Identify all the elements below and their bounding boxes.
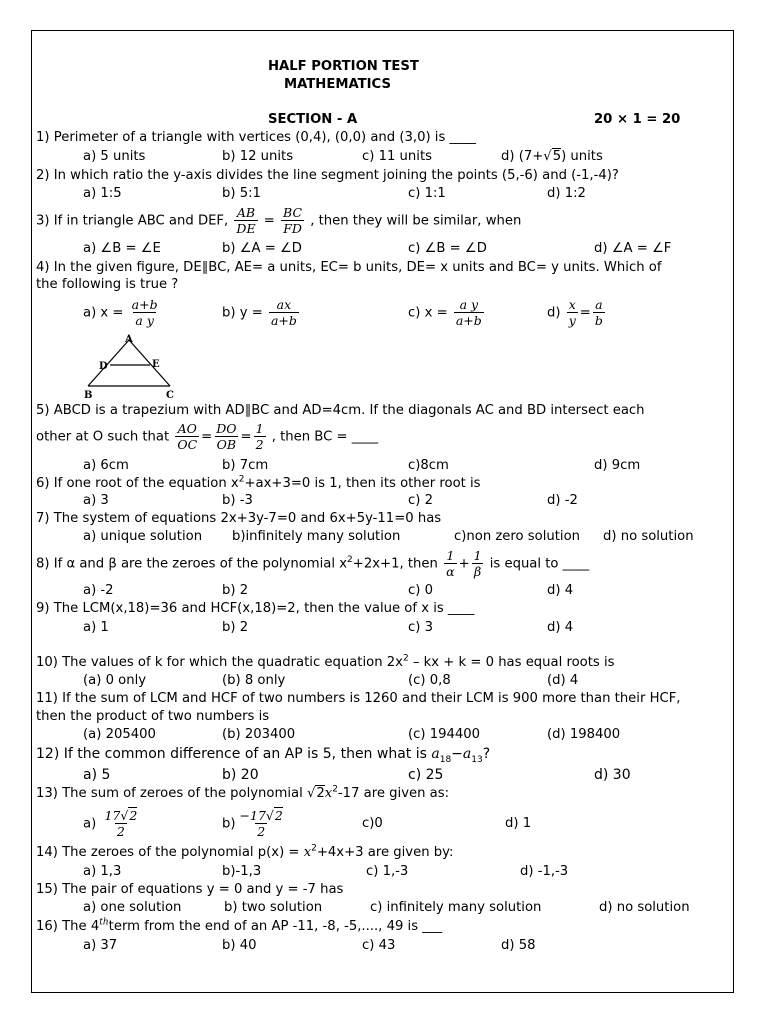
q4-option-d: d) $\frac{x}{y}$ = $\frac{a}{b}$ [547, 297, 603, 328]
q9-option-c: c) 3 [408, 620, 433, 635]
q7-option-b: b)infinitely many solution [232, 529, 401, 544]
question-11-line-2: then the product of two numbers is [36, 709, 270, 724]
q2-option-d: d) 1:2 [547, 186, 586, 201]
q5-option-c: c)8cm [408, 458, 449, 473]
side-ac [129, 340, 170, 386]
q14-option-c: c) 1,-3 [366, 864, 409, 879]
q5-option-b: b) 7cm [222, 458, 269, 473]
q9-option-a: a) 1 [83, 620, 109, 635]
q13-option-d: d) 1 [505, 816, 532, 831]
question-5-line-2: other at O such that $\frac{AO}{OC}$ = $\frac{DO}{OB}$ = $\frac{1}{2}$ , then BC = ____ [36, 421, 379, 452]
q8-option-d: d) 4 [547, 583, 574, 598]
triangle-figure [82, 330, 182, 400]
q10-option-d: (d) 4 [547, 673, 579, 688]
q12-option-a: a) 5 [83, 767, 111, 783]
q5-option-d: d) 9cm [594, 458, 641, 473]
q11-option-d: (d) 198400 [547, 727, 621, 742]
question-12: 12) If the common difference of an AP is 5, then what is $a_{18}-a_{13}$? [36, 746, 491, 765]
question-9: 9) The LCM(x,18)=36 and HCF(x,18)=2, then the value of x is ____ [36, 601, 475, 616]
q7-option-d: d) no solution [603, 529, 694, 544]
question-7: 7) The system of equations 2x+3y-7=0 and 6x+5y-11=0 has [36, 511, 442, 526]
q2-option-a: a) 1:5 [83, 186, 122, 201]
q9-option-b: b) 2 [222, 620, 249, 635]
q1-option-c: c) 11 units [362, 149, 432, 164]
q7-option-c: c)non zero solution [454, 529, 581, 544]
q12-option-d: d) 30 [594, 767, 631, 783]
q14-option-b: b)-1,3 [222, 864, 262, 879]
question-5-line-1: 5) ABCD is a trapezium with AD∥BC and AD=4cm. If the diagonals AC and BD intersect each [36, 403, 645, 418]
test-title: HALF PORTION TEST [268, 59, 419, 74]
q9-option-d: d) 4 [547, 620, 574, 635]
question-13: 13) The sum of zeroes of the polynomial $√2x^2-17$ are given as: [36, 784, 450, 801]
q6-option-d: d) -2 [547, 493, 578, 508]
question-15: 15) The pair of equations y = 0 and y = -7 has [36, 882, 344, 897]
q6-option-b: b) -3 [222, 493, 253, 508]
q8-option-a: a) -2 [83, 583, 114, 598]
question-4-line-2: the following is true ? [36, 277, 179, 292]
q6-option-a: a) 3 [83, 493, 109, 508]
marks-scheme: 20 × 1 = 20 [594, 112, 681, 127]
q16-option-a: a) 37 [83, 938, 118, 953]
q4-option-c: c) x = $\frac{\text{a y}}{a+b}$ [408, 297, 482, 328]
q3-option-b: b) ∠A = ∠D [222, 241, 302, 256]
question-4-line-1: 4) In the given figure, DE∥BC, AE= a units, EC= b units, DE= x units and BC= y units. Which of [36, 260, 662, 275]
question-6: 6) If one root of the equation $x^2+ax+3=0$ is 1, then its other root is [36, 474, 481, 491]
q16-option-b: b) 40 [222, 938, 257, 953]
q16-option-d: d) 58 [501, 938, 536, 953]
q2-option-b: b) 5:1 [222, 186, 261, 201]
q15-option-b: b) two solution [224, 900, 323, 915]
q10-option-c: (c) 0,8 [408, 673, 451, 688]
q12-option-c: c) 25 [408, 767, 444, 783]
q15-option-a: a) one solution [83, 900, 182, 915]
q3-option-c: c) ∠B = ∠D [408, 241, 487, 256]
q2-option-c: c) 1:1 [408, 186, 446, 201]
q4-option-a: a) x = $\frac{a+b}{\text{a y}}$ [83, 297, 158, 328]
q5-option-a: a) 6cm [83, 458, 129, 473]
question-10: 10) The values of k for which the quadratic equation $2x^2$ – kx + k = 0 has equal roots is [36, 653, 615, 670]
label-c: C [166, 390, 174, 400]
q14-option-d: d) -1,-3 [520, 864, 569, 879]
q3-option-d: d) ∠A = ∠F [594, 241, 672, 256]
question-3: 3) If in triangle ABC and DEF, $\frac{AB}{DE}$ = $\frac{BC}{FD}$ , then they will be similar, when [36, 205, 522, 236]
q11-option-c: (c) 194400 [408, 727, 481, 742]
q12-option-b: b) 20 [222, 767, 259, 783]
label-e: E [152, 359, 160, 370]
q13-option-c: c)0 [362, 816, 383, 831]
section-title: SECTION - A [268, 112, 358, 127]
q13-option-b: b) $\frac{-17√2}{2}$ [222, 808, 283, 839]
q6-option-c: c) 2 [408, 493, 433, 508]
q11-option-a: (a) 205400 [83, 727, 156, 742]
question-2: 2) In which ratio the y-axis divides the line segment joining the points (5,-6) and (-1,-4)? [36, 168, 619, 183]
question-16: 16) The 4thterm from the end of an AP -11, -8, -5,...., 49 is ___ [36, 917, 443, 934]
q1-option-a: a) 5 units [83, 149, 146, 164]
question-1: 1) Perimeter of a triangle with vertices (0,4), (0,0) and (3,0) is ____ [36, 130, 476, 145]
q1-option-d: d) (7+√5) units [501, 149, 603, 164]
q13-option-a: a) $\frac{17√2}{2}$ [83, 808, 138, 839]
side-ab [88, 340, 129, 386]
q14-option-a: a) 1,3 [83, 864, 122, 879]
question-11-line-1: 11) If the sum of LCM and HCF of two numbers is 1260 and their LCM is 900 more than their HCF, [36, 691, 681, 706]
question-14: 14) The zeroes of the polynomial $p(x) = x^2+4x+3$ are given by: [36, 843, 454, 860]
q3-option-a: a) ∠B = ∠E [83, 241, 161, 256]
q15-option-d: d) no solution [599, 900, 690, 915]
label-b: B [84, 390, 93, 400]
q10-option-a: (a) 0 only [83, 673, 147, 688]
q1-option-b: b) 12 units [222, 149, 294, 164]
q15-option-c: c) infinitely many solution [370, 900, 542, 915]
q8-option-b: b) 2 [222, 583, 249, 598]
q8-option-c: c) 0 [408, 583, 433, 598]
label-a: A [125, 334, 133, 345]
label-d: D [99, 361, 108, 372]
question-8: 8) If α and β are the zeroes of the polynomial $x^2+2x+1$, then $\frac{1}{\alpha}$ + $\frac{1}{\beta}$ is equal to ____ [36, 548, 590, 579]
q16-option-c: c) 43 [362, 938, 396, 953]
q4-option-b: b) y = $\frac{ax}{a+b}$ [222, 297, 297, 328]
q7-option-a: a) unique solution [83, 529, 203, 544]
q11-option-b: (b) 203400 [222, 727, 296, 742]
subject-title: MATHEMATICS [284, 77, 391, 92]
q10-option-b: (b) 8 only [222, 673, 286, 688]
